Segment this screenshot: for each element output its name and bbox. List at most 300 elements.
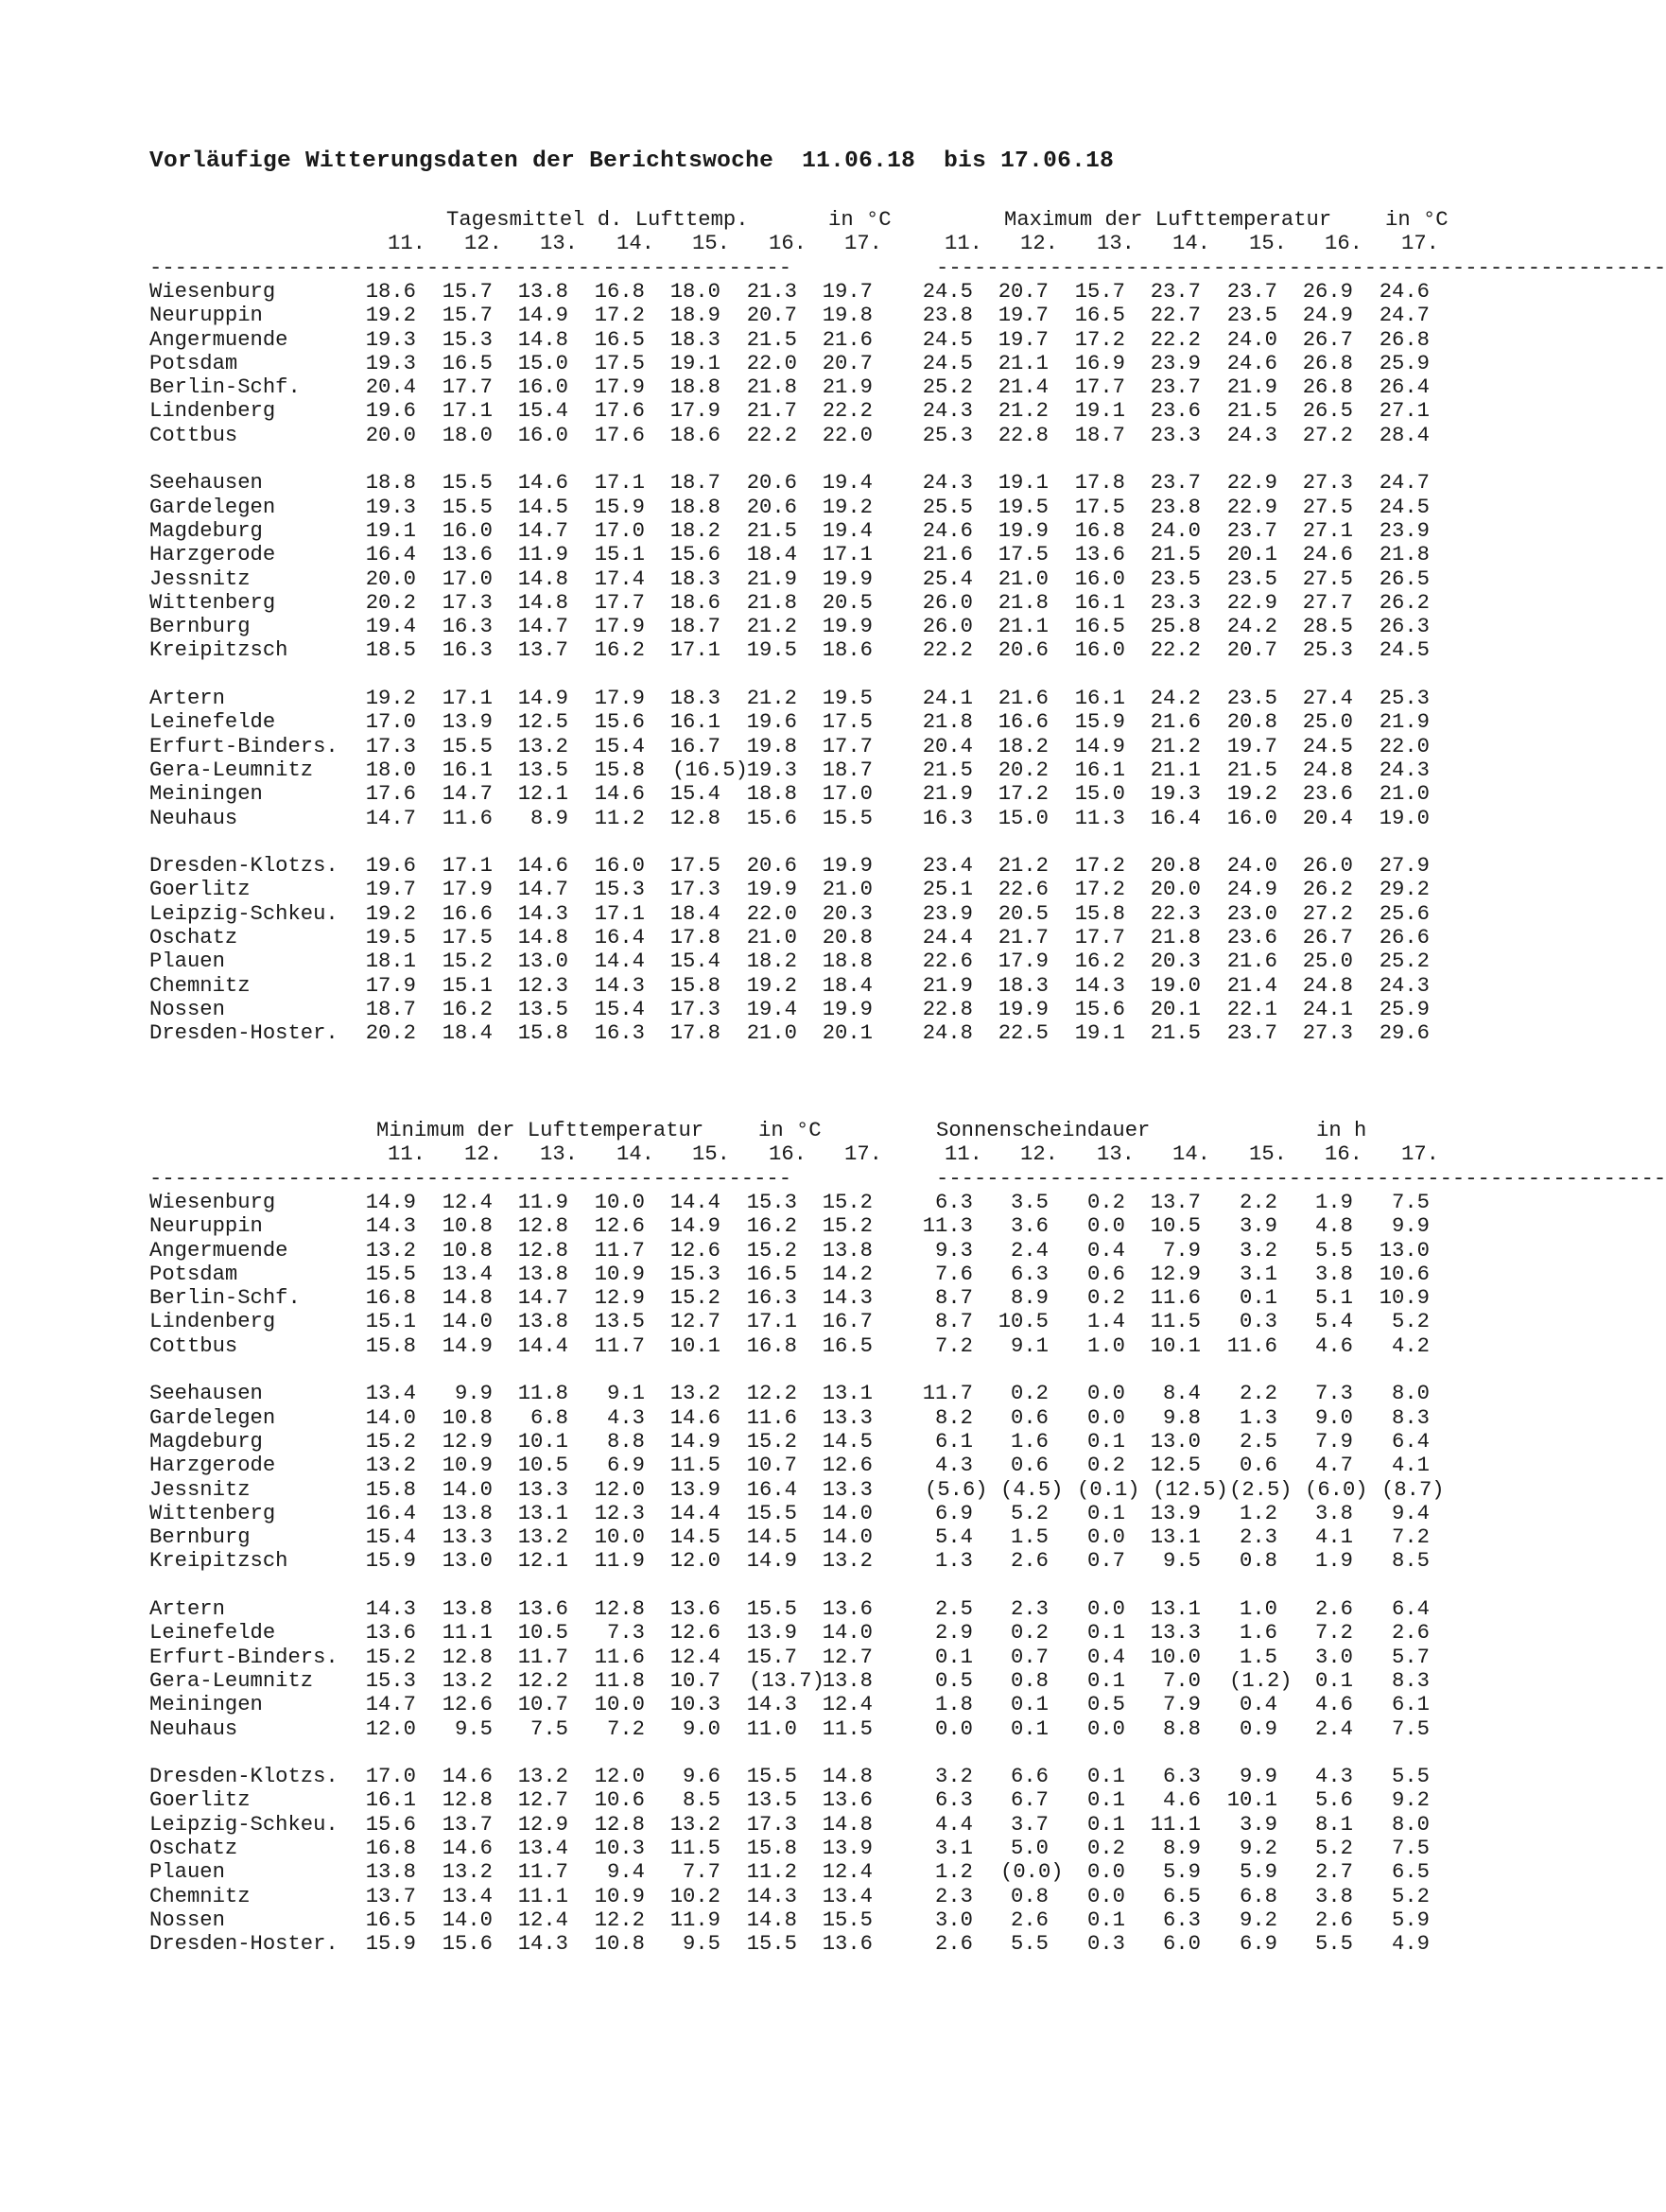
right-value-cell: 22.0 <box>1379 734 1430 758</box>
left-value-cell: 17.6 <box>365 782 416 807</box>
right-value-cell: 0.2 <box>1011 1382 1049 1406</box>
left-value-cell: 14.3 <box>517 901 568 926</box>
right-value-cell: 21.5 <box>922 758 973 782</box>
left-value-cell: 16.8 <box>365 1286 416 1311</box>
right-value-cell: 22.9 <box>1226 495 1277 519</box>
table-row <box>0 1693 1563 1716</box>
right-value-cell: 0.2 <box>1011 1621 1049 1646</box>
right-value-cell: 3.8 <box>1315 1501 1353 1525</box>
right-value-cell: 16.0 <box>1074 638 1125 663</box>
right-value-cell: 24.3 <box>922 471 973 496</box>
left-value-cell: 15.5 <box>442 734 493 758</box>
right-value-cell: 23.6 <box>1302 782 1353 807</box>
left-value-cell: 15.4 <box>669 782 720 807</box>
right-value-cell: 22.9 <box>1226 471 1277 496</box>
right-value-cell: 4.3 <box>935 1454 973 1478</box>
right-value-cell: 29.6 <box>1379 1021 1430 1046</box>
left-value-cell: 16.3 <box>594 1021 645 1046</box>
right-value-cell: 2.3 <box>935 1884 973 1908</box>
table-row <box>0 854 1563 878</box>
left-value-cell: 13.6 <box>669 1597 720 1621</box>
day-label-right: 16. <box>1325 232 1362 256</box>
right-value-cell: 21.6 <box>998 687 1049 710</box>
left-value-cell: 8.9 <box>530 806 568 830</box>
left-unit-label: in °C <box>828 208 892 232</box>
right-value-cell: 18.3 <box>998 973 1049 998</box>
left-value-cell: 22.2 <box>822 399 873 424</box>
left-value-cell: 11.5 <box>669 1454 720 1478</box>
left-value-cell: 19.3 <box>746 758 797 782</box>
right-value-cell: 26.6 <box>1379 926 1430 949</box>
left-unit-label: in °C <box>758 1119 822 1142</box>
right-value-cell: (0.1) <box>1077 1477 1140 1502</box>
left-value-cell: 13.2 <box>517 1765 568 1789</box>
right-value-cell: 16.1 <box>1074 590 1125 615</box>
left-value-cell: 11.1 <box>442 1621 493 1646</box>
left-value-cell: 12.7 <box>822 1645 873 1669</box>
station-name: Seehausen <box>149 1382 263 1406</box>
right-value-cell: 17.2 <box>1074 854 1125 879</box>
right-value-cell: 0.2 <box>1087 1454 1125 1478</box>
right-value-cell: 4.6 <box>1315 1693 1353 1717</box>
left-value-cell: 14.8 <box>517 327 568 352</box>
left-value-cell: 16.3 <box>442 638 493 663</box>
right-value-cell: 21.5 <box>1150 543 1201 567</box>
left-value-cell: 13.6 <box>442 543 493 567</box>
left-value-cell: 12.7 <box>517 1788 568 1813</box>
table-row <box>0 1263 1563 1286</box>
right-value-cell: 20.7 <box>1226 638 1277 663</box>
left-value-cell: 14.3 <box>822 1286 873 1311</box>
right-value-cell: 1.0 <box>1240 1597 1277 1621</box>
left-value-cell: 16.6 <box>442 901 493 926</box>
left-value-cell: 10.1 <box>517 1429 568 1454</box>
right-value-cell: 22.8 <box>922 997 973 1021</box>
right-value-cell: 1.2 <box>935 1860 973 1885</box>
left-value-cell: 12.6 <box>669 1238 720 1263</box>
right-value-cell: 24.3 <box>1379 758 1430 782</box>
left-value-cell: 17.1 <box>669 638 720 663</box>
left-value-cell: 15.6 <box>746 806 797 830</box>
left-value-cell: 16.5 <box>442 351 493 375</box>
right-value-cell: (12.5) <box>1153 1477 1228 1502</box>
left-value-cell: 15.2 <box>442 949 493 974</box>
right-value-cell: 2.5 <box>1240 1429 1277 1454</box>
station-name: Erfurt-Binders. <box>149 1645 338 1669</box>
right-value-cell: 19.3 <box>1150 782 1201 807</box>
left-value-cell: 12.2 <box>746 1382 797 1406</box>
left-value-cell: 10.2 <box>669 1884 720 1908</box>
left-value-cell: 18.4 <box>746 543 797 567</box>
right-value-cell: 21.5 <box>1226 399 1277 424</box>
left-value-cell: 6.9 <box>607 1454 645 1478</box>
day-label-right: 16. <box>1325 1142 1362 1167</box>
right-value-cell: 9.5 <box>1163 1549 1201 1574</box>
right-value-cell: 2.6 <box>1315 1597 1353 1621</box>
left-value-cell: 10.7 <box>669 1668 720 1693</box>
right-value-cell: 11.5 <box>1150 1310 1201 1334</box>
right-value-cell: 24.4 <box>922 926 973 949</box>
left-value-cell: 20.4 <box>365 375 416 400</box>
right-value-cell: 5.2 <box>1315 1837 1353 1860</box>
right-value-cell: 0.8 <box>1011 1884 1049 1908</box>
right-value-cell: 23.5 <box>1226 687 1277 710</box>
right-value-cell: 3.5 <box>1011 1190 1049 1214</box>
right-value-cell: 22.6 <box>998 878 1049 902</box>
left-value-cell: 14.6 <box>594 782 645 807</box>
table-row <box>0 638 1563 662</box>
left-value-cell: 19.2 <box>822 495 873 519</box>
table-row <box>0 375 1563 399</box>
right-value-cell: 11.7 <box>922 1382 973 1406</box>
right-value-cell: 21.8 <box>1379 543 1430 567</box>
left-value-cell: 16.4 <box>365 1501 416 1525</box>
right-value-cell: 28.5 <box>1302 615 1353 639</box>
right-value-cell: 24.9 <box>1302 304 1353 328</box>
table-row <box>0 615 1563 638</box>
right-value-cell: 15.0 <box>998 806 1049 830</box>
right-value-cell: 24.8 <box>1302 973 1353 998</box>
right-value-cell: (1.2) <box>1229 1668 1293 1693</box>
right-value-cell: 17.7 <box>1074 375 1125 400</box>
left-value-cell: 13.9 <box>746 1621 797 1646</box>
left-value-cell: 17.3 <box>669 997 720 1021</box>
left-value-cell: 11.6 <box>442 806 493 830</box>
left-value-cell: 11.2 <box>594 806 645 830</box>
left-value-cell: 14.5 <box>669 1525 720 1550</box>
left-value-cell: 19.9 <box>822 615 873 639</box>
right-value-cell: 24.5 <box>1379 638 1430 663</box>
station-name: Cottbus <box>149 423 238 447</box>
right-value-cell: 28.4 <box>1379 423 1430 447</box>
right-value-cell: 5.2 <box>1011 1501 1049 1525</box>
table-row <box>0 998 1563 1021</box>
right-value-cell: 4.8 <box>1315 1214 1353 1239</box>
right-value-cell: 2.9 <box>935 1621 973 1646</box>
table-row <box>0 1310 1563 1333</box>
left-value-cell: 12.9 <box>517 1812 568 1837</box>
right-value-cell: 25.9 <box>1379 997 1430 1021</box>
right-value-cell: 26.9 <box>1302 279 1353 304</box>
right-value-cell: 20.1 <box>1150 997 1201 1021</box>
right-value-cell: 9.4 <box>1392 1501 1430 1525</box>
table-row <box>0 1191 1563 1214</box>
left-value-cell: 13.8 <box>517 279 568 304</box>
right-value-cell: 24.7 <box>1379 471 1430 496</box>
station-name: Magdeburg <box>149 518 263 543</box>
table-row <box>0 1813 1563 1837</box>
right-value-cell: 22.2 <box>1150 638 1201 663</box>
station-name: Dresden-Klotzs. <box>149 1765 338 1789</box>
left-value-cell: 21.0 <box>746 926 797 949</box>
left-value-cell: 15.8 <box>517 1021 568 1046</box>
left-value-cell: 11.6 <box>746 1405 797 1430</box>
left-value-cell: 11.7 <box>594 1238 645 1263</box>
right-value-cell: 27.3 <box>1302 1021 1353 1046</box>
left-value-cell: 11.7 <box>594 1333 645 1358</box>
left-value-cell: 15.0 <box>517 351 568 375</box>
right-value-cell: 0.1 <box>1315 1668 1353 1693</box>
right-value-cell: 26.7 <box>1302 926 1353 949</box>
left-value-cell: 19.6 <box>365 399 416 424</box>
table-row <box>0 807 1563 830</box>
left-value-cell: 17.1 <box>594 471 645 496</box>
right-value-cell: 21.6 <box>1226 949 1277 974</box>
right-value-cell: 24.3 <box>1379 973 1430 998</box>
table-row <box>0 424 1563 447</box>
left-value-cell: 15.9 <box>365 1549 416 1574</box>
right-value-cell: 4.7 <box>1315 1454 1353 1478</box>
right-value-cell: 24.3 <box>1226 423 1277 447</box>
right-value-cell: 19.5 <box>998 495 1049 519</box>
left-value-cell: 10.8 <box>442 1405 493 1430</box>
left-value-cell: 14.4 <box>669 1190 720 1214</box>
left-value-cell: 19.9 <box>822 566 873 591</box>
right-value-cell: 22.3 <box>1150 901 1201 926</box>
right-value-cell: 0.9 <box>1240 1716 1277 1741</box>
station-name: Dresden-Hoster. <box>149 1021 338 1046</box>
left-value-cell: 15.2 <box>822 1214 873 1239</box>
right-value-cell: 25.6 <box>1379 901 1430 926</box>
right-value-cell: 0.3 <box>1240 1310 1277 1334</box>
station-name: Neuhaus <box>149 806 238 830</box>
left-value-cell: 15.8 <box>365 1333 416 1358</box>
right-value-cell: 20.8 <box>1226 710 1277 735</box>
right-value-cell: 9.8 <box>1163 1405 1201 1430</box>
station-name: Goerlitz <box>149 878 251 902</box>
station-name: Kreipitzsch <box>149 1549 288 1574</box>
left-value-cell: 20.6 <box>746 854 797 879</box>
day-label-right: 13. <box>1097 232 1135 256</box>
right-value-cell: 13.0 <box>1150 1429 1201 1454</box>
left-value-cell: 12.3 <box>594 1501 645 1525</box>
left-value-cell: 14.9 <box>365 1190 416 1214</box>
table-row <box>0 591 1563 615</box>
left-value-cell: 20.5 <box>822 590 873 615</box>
right-unit-label: in h <box>1316 1119 1367 1142</box>
right-value-cell: 3.7 <box>1011 1812 1049 1837</box>
right-value-cell: 0.5 <box>935 1668 973 1693</box>
left-value-cell: 13.8 <box>822 1668 873 1693</box>
left-value-cell: 14.7 <box>442 782 493 807</box>
station-name: Angermuende <box>149 327 288 352</box>
left-value-cell: 19.2 <box>746 973 797 998</box>
left-value-cell: 19.4 <box>365 615 416 639</box>
right-value-cell: 11.3 <box>1074 806 1125 830</box>
left-value-cell: 15.7 <box>442 304 493 328</box>
left-value-cell: 13.6 <box>365 1621 416 1646</box>
left-value-cell: 17.5 <box>669 854 720 879</box>
left-value-cell: 20.7 <box>746 304 797 328</box>
station-name: Leinefelde <box>149 710 276 735</box>
right-value-cell: 14.9 <box>1074 734 1125 758</box>
left-value-cell: 15.5 <box>442 495 493 519</box>
right-value-cell: 21.8 <box>998 590 1049 615</box>
left-value-cell: 20.3 <box>822 901 873 926</box>
table-row <box>0 496 1563 519</box>
right-value-cell: 10.1 <box>1226 1788 1277 1813</box>
right-value-cell: 7.0 <box>1163 1668 1201 1693</box>
right-value-cell: 25.3 <box>1302 638 1353 663</box>
right-value-cell: 6.5 <box>1392 1860 1430 1885</box>
left-value-cell: 9.1 <box>607 1382 645 1406</box>
right-value-cell: 13.0 <box>1379 1238 1430 1263</box>
left-value-cell: 15.3 <box>594 878 645 902</box>
left-value-cell: 10.7 <box>517 1693 568 1717</box>
table-row <box>0 1334 1563 1358</box>
right-value-cell: 0.0 <box>1087 1716 1125 1741</box>
left-value-cell: 20.1 <box>822 1021 873 1046</box>
day-label-right: 13. <box>1097 1142 1135 1167</box>
left-value-cell: 13.3 <box>442 1525 493 1550</box>
right-value-cell: 7.2 <box>935 1333 973 1358</box>
left-value-cell: 19.9 <box>746 878 797 902</box>
station-name: Meiningen <box>149 1693 263 1717</box>
left-value-cell: 12.4 <box>822 1693 873 1717</box>
left-value-cell: 17.9 <box>594 375 645 400</box>
right-value-cell: 23.9 <box>1379 518 1430 543</box>
right-value-cell: 25.3 <box>1379 687 1430 710</box>
left-value-cell: 13.1 <box>822 1382 873 1406</box>
left-value-cell: 14.3 <box>365 1597 416 1621</box>
table-row <box>0 1717 1563 1741</box>
left-value-cell: 14.6 <box>517 854 568 879</box>
left-value-cell: 18.6 <box>669 423 720 447</box>
station-name: Goerlitz <box>149 1788 251 1813</box>
right-value-cell: 20.8 <box>1150 854 1201 879</box>
right-value-cell: 21.1 <box>1150 758 1201 782</box>
right-value-cell: 26.5 <box>1379 566 1430 591</box>
right-value-cell: 22.1 <box>1226 997 1277 1021</box>
left-value-cell: 14.6 <box>442 1765 493 1789</box>
left-value-cell: 19.8 <box>746 734 797 758</box>
right-value-cell: 9.9 <box>1240 1765 1277 1789</box>
left-value-cell: 15.7 <box>746 1645 797 1669</box>
right-value-cell: 23.7 <box>1226 279 1277 304</box>
right-value-cell: 3.1 <box>935 1837 973 1860</box>
day-header-row <box>0 1142 1563 1166</box>
right-value-cell: 4.1 <box>1392 1454 1430 1478</box>
right-value-cell: 27.5 <box>1302 566 1353 591</box>
day-label-right: 12. <box>1020 1142 1058 1167</box>
right-value-cell: 0.7 <box>1087 1549 1125 1574</box>
right-value-cell: 1.8 <box>935 1693 973 1717</box>
left-value-cell: 14.5 <box>517 495 568 519</box>
right-value-cell: 24.0 <box>1150 518 1201 543</box>
left-value-cell: 17.9 <box>442 878 493 902</box>
left-value-cell: 15.2 <box>365 1645 416 1669</box>
left-value-cell: 19.7 <box>822 279 873 304</box>
right-value-cell: 27.9 <box>1379 854 1430 879</box>
right-value-cell: 2.6 <box>935 1932 973 1957</box>
left-value-cell: 18.7 <box>669 615 720 639</box>
right-value-cell: 19.9 <box>998 518 1049 543</box>
left-value-cell: 21.7 <box>746 399 797 424</box>
table-row <box>0 1239 1563 1263</box>
right-value-cell: 2.4 <box>1011 1238 1049 1263</box>
right-value-cell: 7.9 <box>1163 1238 1201 1263</box>
day-header-row <box>0 232 1563 255</box>
station-name: Potsdam <box>149 1262 238 1286</box>
table-row <box>0 1214 1563 1238</box>
right-value-cell: 26.3 <box>1379 615 1430 639</box>
left-value-cell: 14.8 <box>822 1812 873 1837</box>
right-value-cell: 23.7 <box>1150 375 1201 400</box>
right-value-cell: 0.1 <box>935 1645 973 1669</box>
right-value-cell: 24.6 <box>1226 351 1277 375</box>
left-value-cell: 20.6 <box>746 471 797 496</box>
left-value-cell: 14.9 <box>442 1333 493 1358</box>
left-value-cell: 14.0 <box>442 1907 493 1932</box>
left-value-cell: 10.5 <box>517 1454 568 1478</box>
right-value-cell: 5.5 <box>1392 1765 1430 1789</box>
right-value-cell: 2.2 <box>1240 1190 1277 1214</box>
left-value-cell: 18.6 <box>669 590 720 615</box>
right-value-cell: 8.2 <box>935 1405 973 1430</box>
right-value-cell: 17.7 <box>1074 926 1125 949</box>
right-value-cell: 27.2 <box>1302 901 1353 926</box>
left-value-cell: 12.1 <box>517 782 568 807</box>
left-value-cell: 15.2 <box>746 1429 797 1454</box>
right-value-cell: 18.2 <box>998 734 1049 758</box>
right-value-cell: 26.8 <box>1302 375 1353 400</box>
left-value-cell: 13.5 <box>594 1310 645 1334</box>
left-value-cell: 14.0 <box>442 1310 493 1334</box>
left-value-cell: 18.8 <box>669 495 720 519</box>
right-value-cell: 18.7 <box>1074 423 1125 447</box>
station-name: Gera-Leumnitz <box>149 1668 314 1693</box>
right-value-cell: 21.4 <box>1226 973 1277 998</box>
right-value-cell: 7.3 <box>1315 1382 1353 1406</box>
station-name: Gardelegen <box>149 495 276 519</box>
left-value-cell: (16.5) <box>672 758 748 782</box>
left-value-cell: 17.0 <box>594 518 645 543</box>
table-row <box>0 1837 1563 1860</box>
right-value-cell: 16.5 <box>1074 304 1125 328</box>
right-value-cell: 0.4 <box>1240 1693 1277 1717</box>
left-value-cell: 13.2 <box>442 1860 493 1885</box>
right-value-cell: 24.9 <box>1226 878 1277 902</box>
left-value-cell: 15.5 <box>746 1932 797 1957</box>
left-value-cell: 7.5 <box>530 1716 568 1741</box>
right-value-cell: 20.4 <box>922 734 973 758</box>
left-value-cell: 14.0 <box>365 1405 416 1430</box>
left-value-cell: 22.2 <box>746 423 797 447</box>
left-value-cell: 15.4 <box>669 949 720 974</box>
left-value-cell: 14.8 <box>517 566 568 591</box>
right-value-cell: 23.7 <box>1150 471 1201 496</box>
left-value-cell: 15.4 <box>365 1525 416 1550</box>
left-value-cell: 12.4 <box>822 1860 873 1885</box>
left-value-cell: 21.8 <box>746 375 797 400</box>
left-value-cell: 19.2 <box>365 901 416 926</box>
right-value-cell: 25.2 <box>1379 949 1430 974</box>
left-value-cell: 17.1 <box>746 1310 797 1334</box>
right-value-cell: 7.2 <box>1392 1525 1430 1550</box>
left-value-cell: 13.6 <box>822 1788 873 1813</box>
left-value-cell: 17.8 <box>669 1021 720 1046</box>
left-value-cell: 17.1 <box>442 687 493 710</box>
right-value-cell: 24.3 <box>922 399 973 424</box>
left-value-cell: 17.8 <box>669 926 720 949</box>
left-value-cell: 9.0 <box>683 1716 720 1741</box>
left-value-cell: 20.0 <box>365 423 416 447</box>
station-name: Harzgerode <box>149 1454 276 1478</box>
left-value-cell: 14.9 <box>669 1214 720 1239</box>
right-value-cell: 8.7 <box>935 1286 973 1311</box>
right-value-cell: 1.0 <box>1087 1333 1125 1358</box>
right-value-cell: 0.6 <box>1087 1262 1125 1286</box>
